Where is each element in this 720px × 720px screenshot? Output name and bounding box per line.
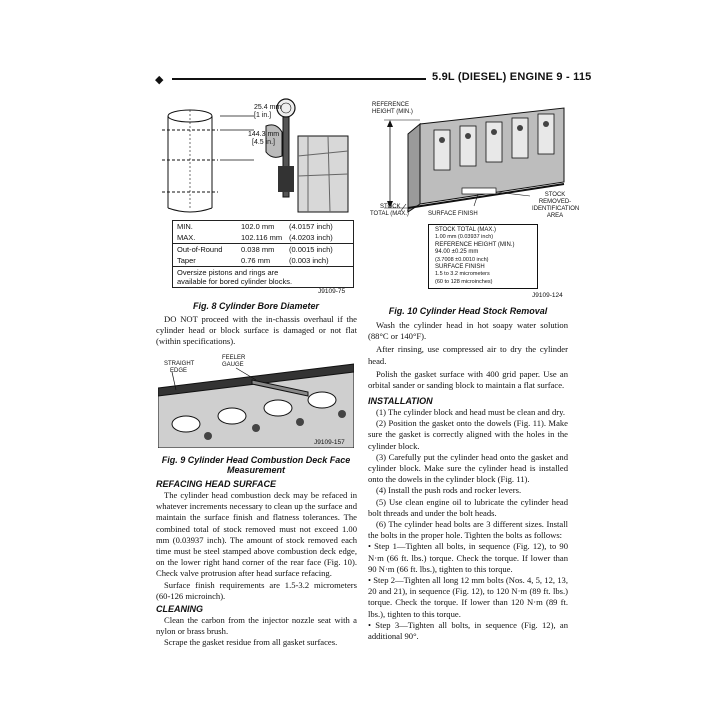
- box-line: 1.5 to 3.2 micrometers: [435, 271, 490, 278]
- box-line: (3.7008 ±0.0010 inch): [435, 256, 489, 263]
- fig10-label-height-min: HEIGHT (MIN.): [372, 109, 413, 115]
- spec-value: 0.038 mm: [241, 245, 275, 254]
- header-diamond: ◆: [155, 74, 164, 86]
- paragraph: After rinsing, use compressed air to dry the cylinder head.: [368, 344, 568, 366]
- fig9-ref-code: J9109-157: [314, 439, 345, 446]
- section-heading-cleaning: CLEANING: [156, 604, 203, 614]
- fig8-dim-mid-in: [4.5 in.]: [252, 139, 275, 146]
- paragraph: (2) Position the gasket onto the dowels (Fig. 11). Make sure the gasket is correctly aligned with the holes in the cylinder block.: [368, 418, 568, 451]
- box-line: 94.00 ±0.25 mm: [435, 249, 479, 256]
- paragraph: (5) Use clean engine oil to lubricate the cylinder head bolt threads and under the bolt heads.: [368, 496, 568, 518]
- fig10-label-reference: REFERENCE: [372, 102, 410, 108]
- spec-alt: (4.0157 inch): [289, 222, 333, 231]
- fig9-label-feeler: FEELER: [222, 355, 246, 361]
- spec-label: Taper: [177, 256, 196, 265]
- spec-row-taper: [173, 255, 353, 266]
- spec-row-min: [173, 221, 353, 232]
- section-heading-installation: INSTALLATION: [368, 396, 433, 406]
- fig9-label-edge: EDGE: [170, 368, 188, 374]
- fig8-dim-top-in: [1 in.]: [254, 112, 272, 119]
- box-line: 1.00 mm (0.03937 inch): [435, 234, 494, 241]
- fig9-caption: [156, 455, 356, 475]
- box-line: STOCK TOTAL (MAX.): [435, 227, 497, 233]
- paragraph: Wash the cylinder head in hot soapy water solution (88°C or 140°F).: [368, 320, 568, 342]
- box-line: SURFACE FINISH: [435, 264, 485, 271]
- box-line: REFERENCE HEIGHT (MIN.): [435, 241, 515, 248]
- page-header-title: 5.9L (DIESEL) ENGINE 9 - 115: [432, 71, 592, 83]
- fig9-caption-line-2: Measurement: [226, 465, 286, 475]
- spec-row-out-of-round: [173, 243, 353, 255]
- cleaning-body: [156, 615, 357, 649]
- spec-label: MAX.: [177, 233, 196, 242]
- paragraph: (3) Carefully put the cylinder head onto the gasket and cylinder block. Make sure the cylinder head is installed onto the dowels in the cylinder block (Fig. 11).: [368, 451, 568, 485]
- fig10-label-line: STOCK: [544, 192, 566, 198]
- spec-row-max: [173, 232, 353, 243]
- installation-body: [368, 407, 568, 642]
- box-line: (60 to 128 microinches): [435, 278, 493, 285]
- paragraph: (4) Install the push rods and rocker levers.: [376, 485, 522, 496]
- spec-label: MIN.: [177, 222, 193, 231]
- fig10-label-surface-finish: SURFACE FINISH: [428, 211, 478, 217]
- left-paragraph-1: [156, 314, 357, 348]
- step-paragraph: • Step 2—Tighten all long 12 mm bolts (Nos. 4, 5, 12, 13, 20 and 21), in sequence (Fig. 12), to 120 N·m (89 ft. lbs.) torque. Check the torque. If lower than 120 N·m (89 ft. lbs.), tighten to this torque.: [368, 575, 568, 619]
- paragraph: (1) The cylinder block and head must be clean and dry.: [376, 407, 565, 417]
- fig8-dim-mid-mm: 144.3 mm: [248, 131, 280, 138]
- fig8-caption: Fig. 8 Cylinder Bore Diameter: [192, 301, 320, 311]
- spec-alt: (0.003 inch): [289, 256, 329, 265]
- paragraph: Clean the carbon from the injector nozzle seat with a nylon or brass brush.: [156, 615, 357, 637]
- paragraph: Scrape the gasket residue from all gasket surfaces.: [164, 637, 338, 648]
- right-body-cleaning: [368, 320, 568, 391]
- paragraph: (6) The cylinder head bolts are 3 different sizes. Install the bolts in the proper hole. Tighten the bolts as follows:: [368, 519, 568, 541]
- fig9-label-straight: STRAIGHT: [164, 361, 195, 367]
- step-paragraph: • Step 1—Tighten all bolts, in sequence (Fig. 12), to 90 N·m (66 ft. lbs.) torque. Check the torque. If lower than 90 N·m (66 ft. lbs.), tighten to this torque.: [368, 541, 568, 574]
- spec-value: 102.116 mm: [241, 233, 283, 242]
- fig10-label-line: REMOVED-: [538, 199, 572, 205]
- fig9-caption-line-1: Fig. 9 Cylinder Head Combustion Deck Face: [161, 455, 351, 465]
- fig10-label-line: IDENTIFICATION: [532, 206, 580, 212]
- fig8-dim-top-mm: 25.4 mm: [254, 104, 282, 111]
- spec-alt: (0.0015 inch): [289, 245, 333, 254]
- fig10-label-stock: STOCK: [380, 204, 401, 210]
- fig8-spec-table: [172, 220, 354, 288]
- spec-alt: (4.0203 inch): [289, 233, 333, 242]
- refacing-body: [156, 490, 357, 602]
- fig10-label-stock-removed: [532, 192, 578, 220]
- fig10-ref-code: J9109-124: [532, 292, 563, 299]
- spec-label: Out-of-Round: [177, 245, 223, 254]
- spec-value: 102.0 mm: [241, 222, 275, 231]
- fig10-label-total-max: TOTAL (MAX.): [370, 211, 409, 217]
- spec-note-line: available for bored cylinder blocks.: [177, 277, 293, 286]
- paragraph: The cylinder head combustion deck may be refaced in whatever increments necessary to clean up the surface and maintain the surface finish and flatness tolerances. The combined total of stock removed must not exceed 1.00 mm (0.03937 inch). The amount of stock removed each time must be steel stamped above combustion deck edge, on the lower right hand corner of the rear face (Fig. 10). Check valve protrusion after head surface refacing.: [156, 490, 357, 579]
- fig9-label-gauge: GAUGE: [222, 362, 244, 368]
- section-heading-refacing: REFACING HEAD SURFACE: [156, 479, 277, 489]
- spec-value: 0.76 mm: [241, 256, 271, 265]
- fig8-ref-code: J9109-75: [318, 288, 346, 295]
- step-paragraph: • Step 3—Tighten all bolts, in sequence (Fig. 12), an additional 90°.: [368, 619, 568, 642]
- fig10-spec-box: [428, 224, 538, 289]
- paragraph: Polish the gasket surface with 400 grid paper. Use an orbital sander or sanding block to maintain a flat surface.: [368, 368, 568, 391]
- header-rule: [172, 78, 426, 80]
- fig10-caption: Fig. 10 Cylinder Head Stock Removal: [388, 306, 548, 316]
- fig10-label-line: AREA: [546, 213, 564, 219]
- paragraph: DO NOT proceed with the in-chassis overhaul if the cylinder head or block surface is damaged or not flat (within specifications).: [156, 314, 357, 347]
- spec-note-line: Oversize pistons and rings are: [177, 268, 279, 277]
- spec-note: [173, 266, 353, 287]
- paragraph: Surface finish requirements are 1.5-3.2 micrometers (60-126 microinch).: [156, 579, 357, 601]
